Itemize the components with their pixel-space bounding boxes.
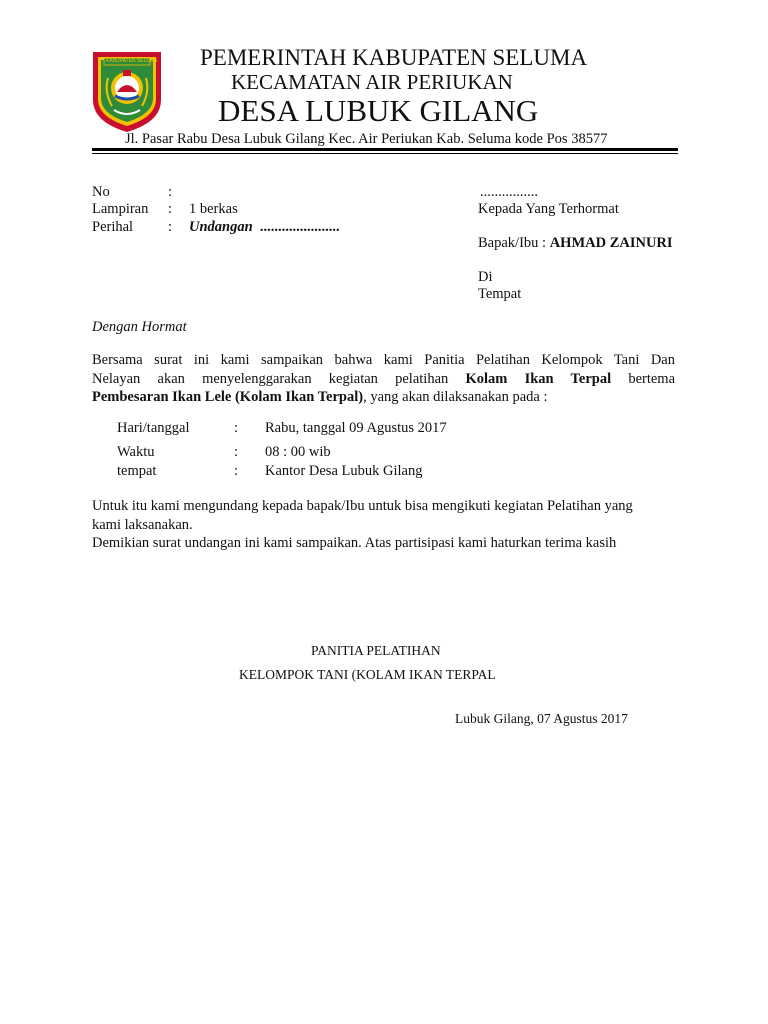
- place-and-date: Lubuk Gilang, 07 Agustus 2017: [455, 711, 628, 726]
- perihal-label: Perihal: [92, 219, 134, 235]
- schedule-value-place: Kantor Desa Lubuk Gilang: [265, 463, 423, 479]
- paragraph-intro: [92, 351, 675, 407]
- emblem-text: KABUPATEN SELUMA: [106, 58, 158, 64]
- letterhead-address: Jl. Pasar Rabu Desa Lubuk Gilang Kec. Air Periukan Kab. Seluma kode Pos 38577: [125, 131, 608, 147]
- training-title: Kolam Ikan Terpal: [465, 370, 612, 387]
- letterhead-village: DESA LUBUK GILANG: [218, 93, 539, 128]
- paragraph-invitation-line-2: kami laksanakan.: [92, 516, 193, 533]
- recipient-name: AHMAD ZAINURI: [549, 235, 673, 251]
- schedule-label-time: Waktu: [117, 444, 155, 460]
- recipient-greeting: Kepada Yang Terhormat: [478, 201, 619, 217]
- letterhead-government: PEMERINTAH KABUPATEN SELUMA: [200, 45, 588, 70]
- salutation: Dengan Hormat: [92, 319, 187, 335]
- no-colon: :: [168, 184, 173, 200]
- schedule-label-place: tempat: [117, 463, 157, 479]
- schedule-value-time: 08 : 00 wib: [265, 444, 331, 460]
- lampiran-value: 1 berkas: [189, 201, 238, 217]
- signature-group: KELOMPOK TANI (KOLAM IKAN TERPAL: [239, 667, 496, 682]
- recipient-place: Tempat: [478, 286, 522, 302]
- paragraph-intro-line-2: Nelayan akan menyelenggarakan kegiatan pelatihan Kolam Ikan Terpal bertema: [92, 370, 676, 387]
- lampiran-colon: :: [168, 201, 173, 217]
- paragraph-invitation: [92, 497, 675, 553]
- paragraph-invitation-line-1: Untuk itu kami mengundang kepada bapak/Ibu untuk bisa mengikuti kegiatan Pelatihan yang: [92, 498, 633, 514]
- lampiran-label: Lampiran: [92, 201, 149, 217]
- kabupaten-seluma-emblem: [90, 48, 164, 134]
- letterhead-divider-thin: [92, 153, 678, 154]
- no-label: No: [92, 184, 110, 200]
- schedule-colon-date: :: [234, 420, 239, 436]
- recipient-dots: ................: [480, 184, 538, 200]
- letterhead-district: KECAMATAN AIR PERIUKAN: [231, 70, 513, 94]
- paragraph-intro-line-1: Bersama surat ini kami sampaikan bahwa kami Panitia Pelatihan Kelompok Tani Dan: [92, 352, 675, 368]
- schedule-label-date: Hari/tanggal: [117, 420, 190, 436]
- schedule-colon-place: :: [234, 463, 239, 479]
- schedule-colon-time: :: [234, 444, 239, 460]
- recipient-di: Di: [478, 269, 493, 285]
- training-theme: Pembesaran Ikan Lele (Kolam Ikan Terpal): [92, 389, 364, 405]
- recipient-name-line: Bapak/Ibu : AHMAD ZAINURI: [478, 235, 673, 251]
- paragraph-closing: Demikian surat undangan ini kami sampaikan. Atas partisipasi kami haturkan terima kasih: [92, 535, 617, 551]
- paragraph-intro-line-3: Pembesaran Ikan Lele (Kolam Ikan Terpal), yang akan dilaksanakan pada :: [92, 389, 548, 405]
- perihal-value: Undangan ......................: [189, 219, 340, 235]
- perihal-colon: :: [168, 219, 173, 235]
- schedule-value-date: Rabu, tanggal 09 Agustus 2017: [265, 420, 447, 436]
- letterhead-divider-thick: [92, 148, 678, 151]
- signature-committee: PANITIA PELATIHAN: [311, 643, 441, 658]
